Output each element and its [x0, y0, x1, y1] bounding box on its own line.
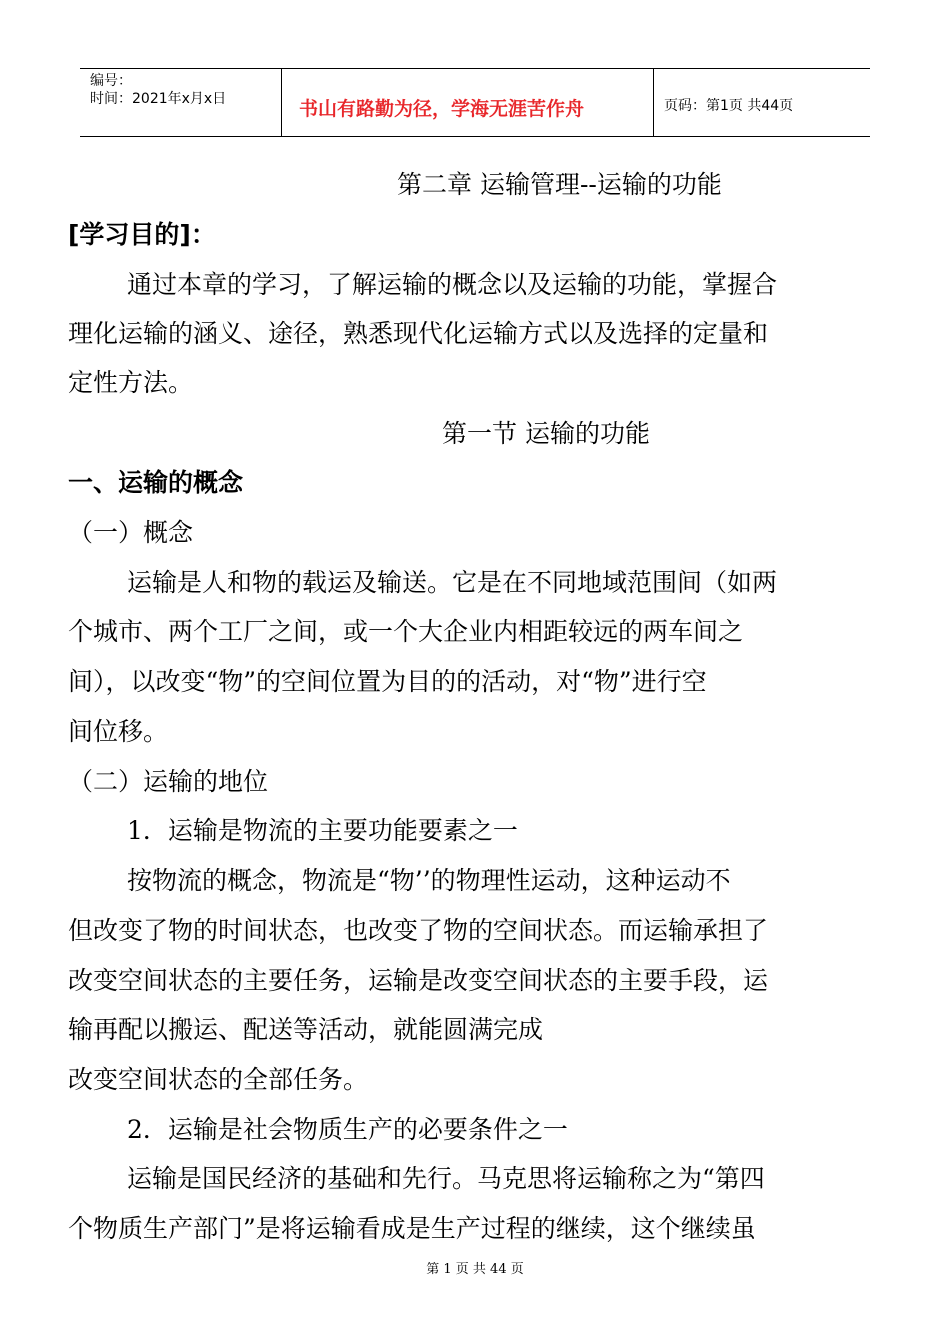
number-label: 编号：	[90, 73, 132, 89]
subheading-status: （二）运输的地位	[68, 767, 269, 796]
point-1-line: 改变空间状态的主要任务，运输是改变空间状态的主要手段，运	[68, 966, 769, 995]
objectives-heading: [学习目的]：	[68, 220, 216, 249]
header-meta-cell	[80, 69, 282, 136]
header-page-cell	[654, 69, 870, 136]
document-header-table	[80, 68, 870, 137]
page-number-label: 页码：第1页 共44页	[664, 98, 794, 114]
header-motto-cell	[282, 69, 654, 136]
concept-line: 间位移。	[68, 717, 169, 746]
point-1-line: 但改变了物的时间状态，也改变了物的空间状态。而运输承担了	[68, 916, 769, 945]
point-1-line: 按物流的概念，物流是“物’’的物理性运动，这种运动不	[127, 866, 731, 895]
heading-concept: 一、运输的概念	[68, 468, 244, 497]
objectives-line: 通过本章的学习，了解运输的概念以及运输的功能，掌握合	[127, 270, 778, 299]
date-label: 时间：2021年x月x日	[90, 91, 227, 107]
motto-text: 书山有路勤为径，学海无涯苦作舟	[299, 98, 585, 120]
point-2-line: 个物质生产部门”是将运输看成是生产过程的继续，这个继续虽	[68, 1214, 756, 1243]
section-title: 第一节 运输的功能	[442, 419, 650, 448]
concept-line: 间），以改变“物”的空间位置为目的的活动，对“物”进行空	[68, 667, 707, 696]
objectives-line: 理化运输的涵义、途径，熟悉现代化运输方式以及选择的定量和	[68, 319, 769, 348]
point-1-heading: 1．运输是物流的主要功能要素之一	[127, 816, 518, 845]
chapter-title: 第二章 运输管理--运输的功能	[397, 170, 722, 199]
objectives-line: 定性方法。	[68, 368, 194, 397]
point-2-heading: 2．运输是社会物质生产的必要条件之一	[127, 1115, 568, 1144]
point-1-line: 改变空间状态的全部任务。	[68, 1065, 369, 1094]
point-2-line: 运输是国民经济的基础和先行。马克思将运输称之为“第四	[127, 1164, 765, 1193]
subheading-concept: （一）概念	[68, 518, 194, 547]
concept-line: 运输是人和物的载运及输送。它是在不同地域范围间（如两	[127, 568, 778, 597]
concept-line: 个城市、两个工厂之间，或一个大企业内相距较远的两车间之	[68, 617, 744, 646]
point-1-line: 输再配以搬运、配送等活动，就能圆满完成	[68, 1015, 544, 1044]
page-footer: 第 1 页 共 44 页	[426, 1262, 524, 1277]
